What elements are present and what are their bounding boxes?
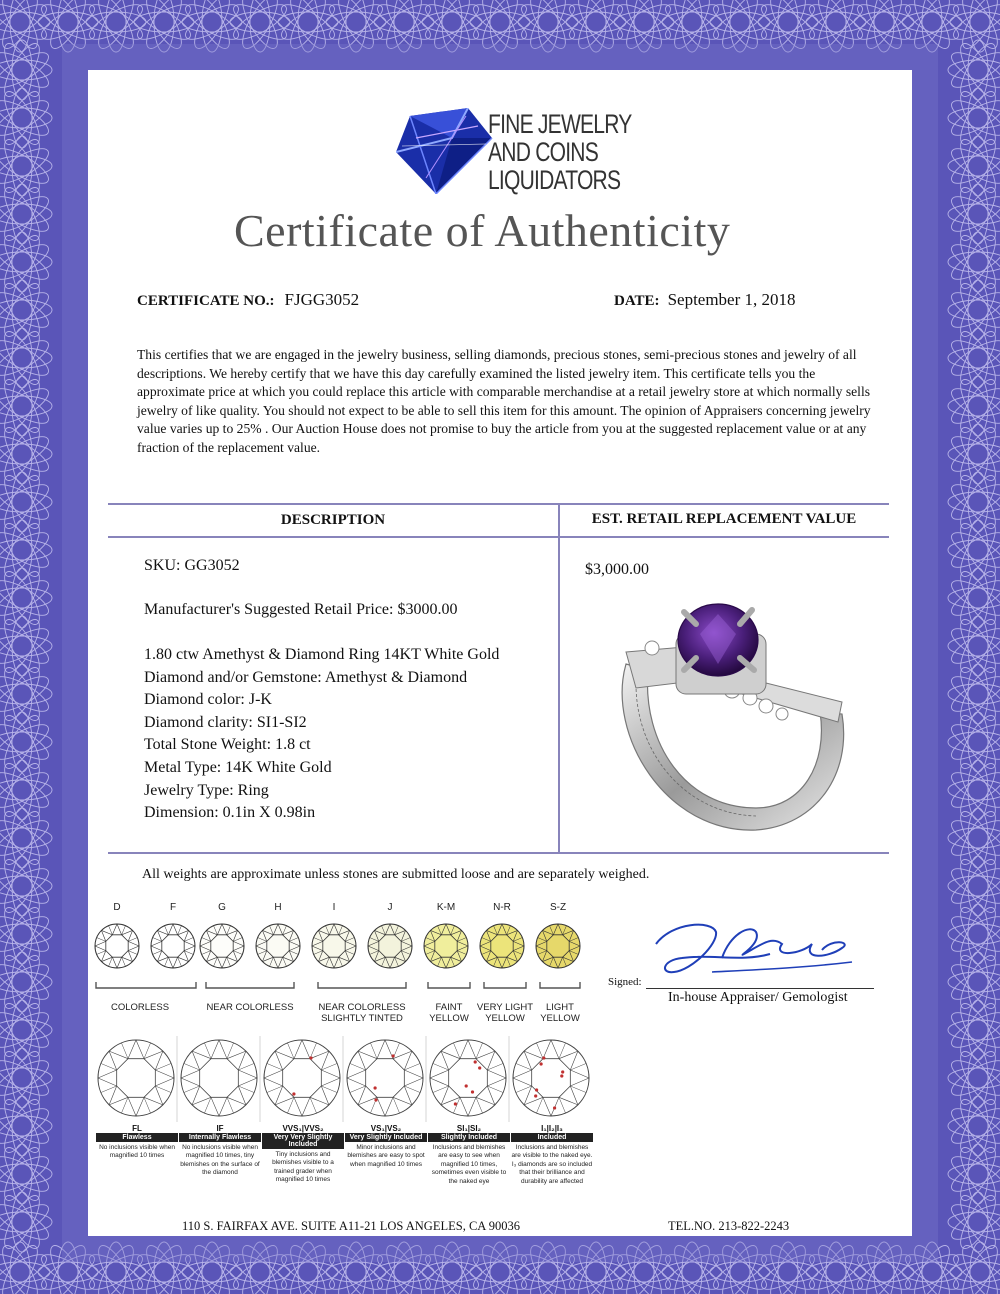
color-grade-label: G	[218, 902, 226, 913]
clarity-grade-description: Inclusions and blemishes are visible to the naked eye. I₃ diamonds are so included that their brilliance and durability are affected	[511, 1144, 593, 1185]
color-grade-diamond	[312, 924, 356, 968]
color-grade-diamond	[536, 924, 580, 968]
clarity-grade: VS₁|VS₂	[370, 1124, 402, 1133]
clarity-grade: FL	[132, 1124, 142, 1133]
clarity-grade-column	[179, 1124, 261, 1178]
color-group-bracket	[484, 982, 526, 988]
color-group-bracket	[96, 982, 196, 988]
color-grade-label: F	[169, 902, 177, 913]
clarity-grade-diamond	[513, 1040, 589, 1116]
detail-line: Jewelry Type: Ring	[144, 781, 269, 799]
color-group-label: NEAR COLORLESS SLIGHTLY TINTED	[318, 1002, 406, 1024]
logo-line3: LIQUIDATORS	[488, 165, 621, 195]
clarity-grade: IF	[216, 1124, 224, 1133]
detail-line: Dimension: 0.1in X 0.98in	[144, 804, 316, 822]
clarity-grade-diamond	[347, 1040, 423, 1116]
color-grade-label: J	[387, 902, 393, 913]
detail-line: Diamond color: J-K	[144, 691, 272, 709]
clarity-grade-description: Inclusions and blemishes are easy to see when magnified 10 times, sometimes even visible to the naked eye	[431, 1144, 507, 1185]
clarity-grade-name: Very Slightly Included	[345, 1133, 427, 1142]
color-grade-label: I	[332, 902, 336, 913]
color-grade-diamond	[95, 924, 139, 968]
color-grade-diamond	[480, 924, 524, 968]
detail-line: 1.80 ctw Amethyst & Diamond Ring 14KT White Gold	[144, 646, 500, 663]
certificate-date	[614, 290, 796, 310]
table-top-rule	[108, 503, 889, 505]
color-group-label: COLORLESS	[110, 1002, 170, 1013]
table-header-rule	[108, 536, 889, 538]
color-grade-label: N-R	[493, 902, 511, 913]
sku: SKU: GG3052	[144, 557, 240, 574]
replacement-value: $3,000.00	[585, 561, 649, 578]
color-grade-diamond	[200, 924, 244, 968]
color-grade-label: S-Z	[549, 902, 567, 913]
clarity-grade: I₁|I₂|I₃	[541, 1124, 563, 1133]
certificate-number-value: FJGG3052	[284, 290, 360, 309]
color-scale-chart	[90, 900, 590, 990]
clarity-grade-description: No inclusions visible when magnified 10 times	[99, 1144, 175, 1160]
signature-line	[646, 988, 874, 989]
signed-label: Signed:	[608, 976, 642, 988]
detail-line: Total Stone Weight: 1.8 ct	[144, 736, 311, 754]
value-header: EST. RETAIL REPLACEMENT VALUE	[591, 511, 857, 527]
clarity-grade-name: Included	[511, 1133, 593, 1142]
weights-note: All weights are approximate unless stones are submitted loose and are separately weighed.	[142, 867, 650, 882]
date-value: September 1, 2018	[667, 290, 796, 309]
footer-phone: TEL.NO. 213-822-2243	[668, 1219, 790, 1233]
color-grade-diamond	[256, 924, 300, 968]
certificate-title: Certificate of Authenticity	[234, 205, 731, 256]
diamond-logo-icon	[396, 108, 494, 194]
clarity-scale-chart	[96, 1032, 596, 1128]
color-group-label: FAINT YELLOW	[429, 1002, 469, 1024]
clarity-grade-diamond	[430, 1040, 506, 1116]
color-grade-diamond	[151, 924, 195, 968]
msrp: Manufacturer's Suggested Retail Price: $3000.00	[144, 601, 458, 618]
detail-line: Diamond and/or Gemstone: Amethyst & Diamond	[144, 668, 468, 686]
color-groups	[90, 1002, 590, 1032]
appraiser-signature	[652, 914, 862, 980]
clarity-grade-diamond	[98, 1040, 174, 1116]
clarity-grade-column	[96, 1124, 178, 1161]
color-grade-diamond	[424, 924, 468, 968]
date-label: DATE:	[614, 293, 660, 309]
clarity-grade-name: Slightly Included	[428, 1133, 510, 1142]
item-details	[144, 644, 499, 825]
clarity-grade-column	[262, 1124, 344, 1185]
description-header: DESCRIPTION	[280, 512, 386, 528]
logo-line1: FINE JEWELRY	[488, 109, 632, 139]
clarity-grade-column	[511, 1124, 593, 1186]
clarity-grade-column	[428, 1124, 510, 1186]
table-bottom-rule	[108, 852, 889, 854]
certificate-number-label: CERTIFICATE NO.:	[137, 293, 275, 309]
color-group-bracket	[540, 982, 580, 988]
footer-address: 110 S. FAIRFAX AVE. SUITE A11-21 LOS ANGELES, CA 90036	[182, 1219, 520, 1233]
intro-paragraph: This certifies that we are engaged in the jewelry business, selling diamonds, precious stones, semi-precious stones and jewelry of all descriptions. We hereby certify that we have this day carefully examined the listed jewelry item. This certificate tells you the approximate price at which you could replace this article with comparable merchandise at a retail jewelry store at which normally sells jewelry of like quality. You should not expect to be able to sell this item for this amount. The opinion of Appraisers concerning jewelry value varies up to 25% . Our Auction House does not promise to buy the article from you at the suggested replacement value or at any fraction of the replacement value.	[137, 347, 871, 455]
clarity-grade-name: Very Very Slightly Included	[262, 1133, 344, 1149]
color-group-bracket	[428, 982, 470, 988]
color-group-label: LIGHT YELLOW	[540, 1002, 580, 1024]
color-group-label: VERY LIGHT YELLOW	[476, 1002, 534, 1024]
logo-line2: AND COINS	[488, 137, 599, 167]
color-grade-diamond	[368, 924, 412, 968]
color-grade-label: H	[274, 902, 282, 913]
color-group-label: NEAR COLORLESS	[206, 1002, 294, 1013]
color-group-bracket	[318, 982, 406, 988]
table-divider	[558, 503, 560, 853]
clarity-grade: VVS₁|VVS₂	[282, 1124, 324, 1133]
clarity-grade-description: No inclusions visible when magnified 10 times, tiny blemishes on the surface of the diamond	[180, 1144, 260, 1177]
detail-line: Metal Type: 14K White Gold	[144, 758, 332, 776]
clarity-grade: SI₁|SI₂	[456, 1124, 482, 1133]
clarity-grade-name: Internally Flawless	[179, 1133, 261, 1142]
clarity-grade-column	[345, 1124, 427, 1169]
clarity-grade-name: Flawless	[96, 1133, 178, 1142]
clarity-grade-description: Tiny inclusions and blemishes visible to a trained grader when magnified 10 times	[272, 1151, 334, 1184]
color-group-bracket	[206, 982, 294, 988]
clarity-grade-description: Minor inclusions and blemishes are easy to spot when magnified 10 times	[347, 1144, 425, 1168]
detail-line: Diamond clarity: SI1-SI2	[144, 713, 307, 731]
ring-image	[606, 594, 858, 844]
clarity-grade-diamond	[264, 1040, 340, 1116]
appraiser-title: In-house Appraiser/ Gemologist	[668, 990, 848, 1005]
clarity-labels	[96, 1124, 594, 1214]
certificate-number	[137, 290, 359, 310]
color-grade-label: D	[113, 902, 121, 913]
color-grade-label: K-M	[436, 902, 456, 913]
company-name	[488, 110, 632, 194]
clarity-grade-diamond	[181, 1040, 257, 1116]
